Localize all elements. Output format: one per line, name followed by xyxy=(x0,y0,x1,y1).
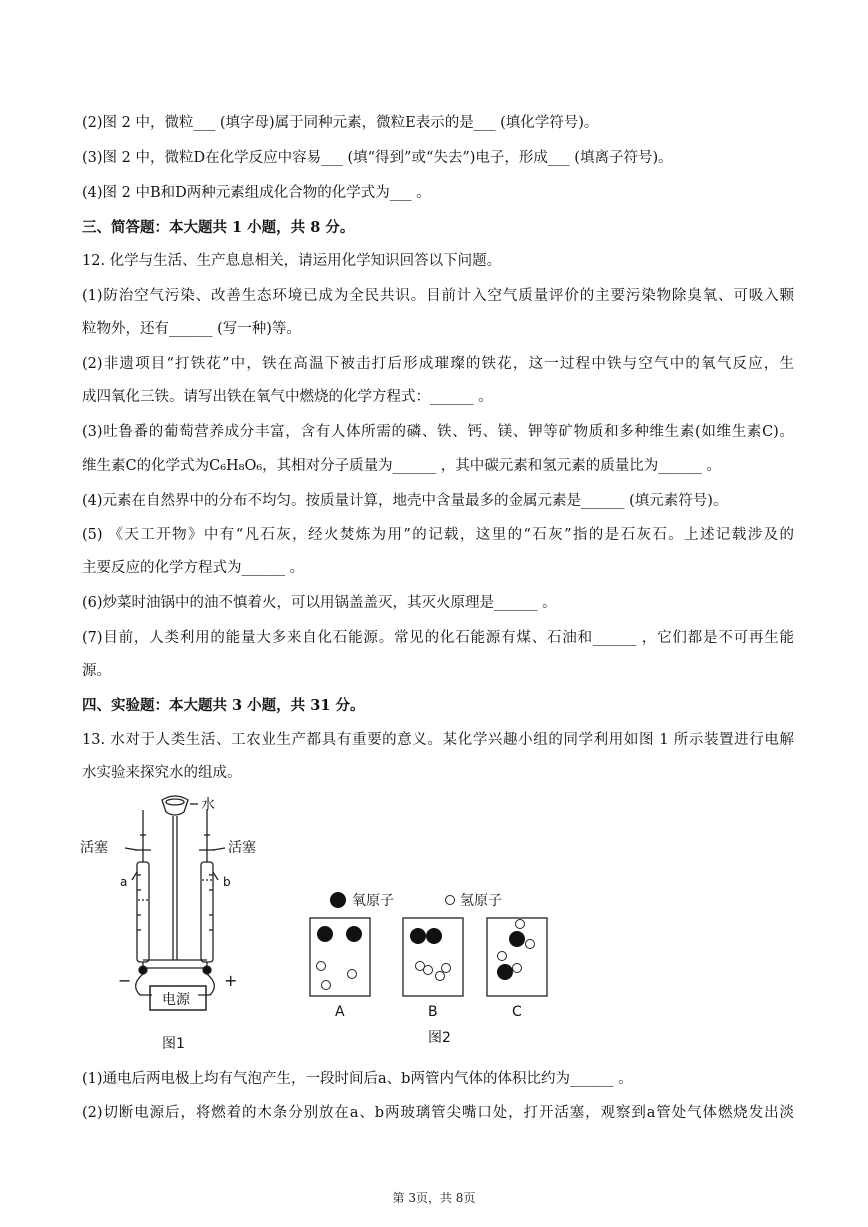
legend-oxygen-atom-icon xyxy=(330,892,346,908)
question-13-stem-line-2: 水实验来探究水的组成。 xyxy=(82,765,242,781)
section-heading-3: 三、简答题：本大题共 1 小题，共 8 分。 xyxy=(82,219,355,236)
legend-hydrogen-atom-icon xyxy=(446,896,455,905)
label-positive: + xyxy=(224,971,238,990)
legend-oxygen-label: 氧原子 xyxy=(352,893,394,909)
particle-box-a xyxy=(310,918,370,996)
question-13-part-1: (1)通电后两电极上均有气泡产生，一段时间后a、b两管内气体的体积比约为______ 。 xyxy=(82,1071,633,1087)
question-12-part-7-line-2: 源。 xyxy=(82,663,111,679)
question-13-part-2: (2)切断电源后，将燃着的木条分别放在a、b两玻璃管尖嘴口处，打开活塞，观察到a管处气体燃烧发出淡 xyxy=(82,1105,794,1121)
figure-2-caption: 图2 xyxy=(428,1030,451,1046)
question-12-part-4: (4)元素在自然界中的分布不均匀。按质量计算，地壳中含量最多的金属元素是______ (填元素符号)。 xyxy=(82,493,728,509)
question-12-part-3-line-2: 维生素C的化学式为C₆H₈O₆，其相对分子质量为______ ，其中碳元素和氢元素的质量比为______ 。 xyxy=(82,458,721,474)
experiment-figures xyxy=(80,790,600,1060)
question-12-part-5-line-1: (5) 《天工开物》中有“凡石灰，经火焚炼为用”的记载，这里的“石灰”指的是石灰石。上述记载涉及的 xyxy=(82,527,794,543)
box-c-label: C xyxy=(512,1004,522,1020)
question-12-part-3-line-1: (3)吐鲁番的葡萄营养成分丰富，含有人体所需的磷、铁、钙、镁、钾等矿物质和多种维生素(如维生素C)。 xyxy=(82,424,794,440)
particle-box-b xyxy=(403,918,463,996)
figure-1-caption: 图1 xyxy=(162,1036,185,1052)
label-tube-a: a xyxy=(120,875,128,889)
label-negative: − xyxy=(118,971,132,990)
section-heading-4: 四、实验题：本大题共 3 小题，共 31 分。 xyxy=(82,697,365,714)
legend-hydrogen-label: 氢原子 xyxy=(460,893,502,909)
page-footer: 第 3页，共 8页 xyxy=(392,1191,476,1205)
tube-b-shape xyxy=(201,862,213,962)
question-12-part-2-line-1: (2)非遗项目“打铁花”中，铁在高温下被击打后形成璀璨的铁花，这一过程中铁与空气中的氧气反应，生 xyxy=(82,356,794,372)
question-12-part-6: (6)炒菜时油锅中的油不慎着火，可以用锅盖盖灭，其灭火原理是______ 。 xyxy=(82,595,557,611)
label-power-supply: 电源 xyxy=(162,992,190,1008)
box-b-label: B xyxy=(428,1004,438,1020)
figures-svg xyxy=(80,790,600,1060)
question-11-part-3: (3)图 2 中，微粒D在化学反应中容易___ (填“得到”或“失去”)电子，形成___ (填离子符号)。 xyxy=(82,150,673,166)
label-left-stopcock: 活塞 xyxy=(80,840,108,856)
question-12-part-1-line-2: 粒物外，还有______ (写一种)等。 xyxy=(82,321,301,337)
question-12-part-7-line-1: (7)目前，人类利用的能量大多来自化石能源。常见的化石能源有煤、石油和______ ，它们都是不可再生能 xyxy=(82,630,794,646)
electrolysis-apparatus-diagram xyxy=(125,796,225,1010)
label-right-stopcock: 活塞 xyxy=(228,840,256,856)
question-12-part-1-line-1: (1)防治空气污染、改善生态环境已成为全民共识。目前计入空气质量评价的主要污染物除臭氧、可吸入颗 xyxy=(82,288,794,304)
label-tube-b: b xyxy=(223,875,231,889)
label-water: 水 xyxy=(201,797,215,813)
question-13-stem-line-1: 13. 水对于人类生活、工农业生产都具有重要的意义。某化学兴趣小组的同学利用如图 1 所示装置进行电解 xyxy=(82,732,794,748)
question-11-part-4: (4)图 2 中B和D两种元素组成化合物的化学式为___ 。 xyxy=(82,185,431,201)
question-12-stem: 12. 化学与生活、生产息息相关，请运用化学知识回答以下问题。 xyxy=(82,253,502,269)
question-12-part-2-line-2: 成四氧化三铁。请写出铁在氧气中燃烧的化学方程式：______ 。 xyxy=(82,389,493,405)
tube-a-shape xyxy=(137,862,149,962)
particle-box-c xyxy=(487,918,547,996)
question-11-part-2: (2)图 2 中，微粒___ (填字母)属于同种元素，微粒E表示的是___ (填化学符号)。 xyxy=(82,115,599,131)
box-a-label: A xyxy=(335,1004,345,1020)
question-12-part-5-line-2: 主要反应的化学方程式为______ 。 xyxy=(82,560,305,576)
